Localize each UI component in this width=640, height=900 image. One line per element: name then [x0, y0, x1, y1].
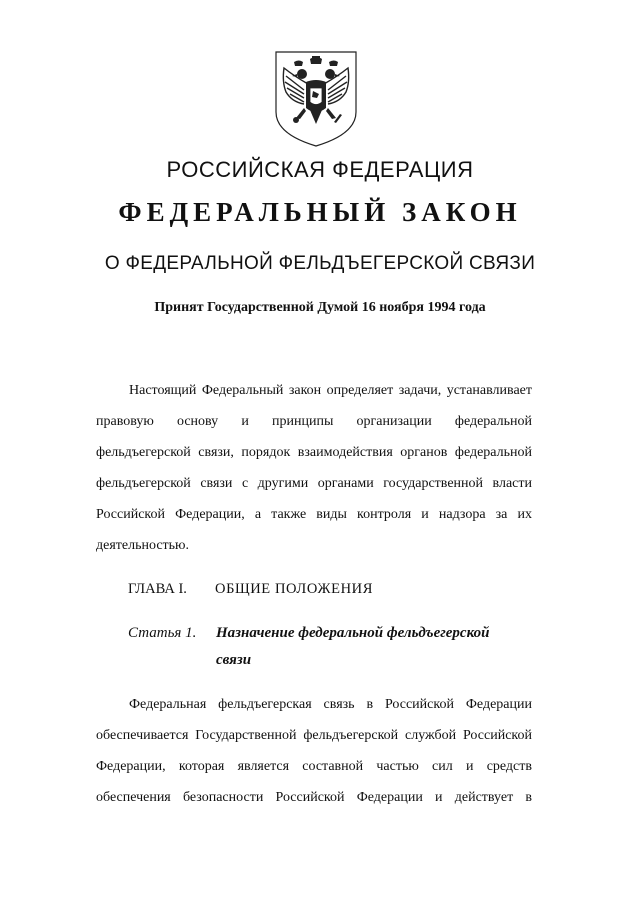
- preamble-line: фельдъегерской связи, порядок взаимодействия органов федеральной: [96, 445, 532, 460]
- preamble-paragraph: [96, 375, 532, 561]
- preamble-line: Российской Федерации, а также виды контроля и надзора за их: [96, 507, 532, 522]
- russian-coat-of-arms-icon: [274, 50, 358, 148]
- article-paragraph: [96, 689, 532, 813]
- preamble-line: Настоящий Федеральный закон определяет задачи, устанавливает: [129, 383, 532, 398]
- chapter-number: ГЛАВА I.: [128, 581, 187, 597]
- adoption-date-line: Принят Государственной Думой 16 ноября 1994 года: [154, 300, 486, 315]
- law-type-heading: ФЕДЕРАЛЬНЫЙ ЗАКОН: [118, 197, 522, 227]
- article-line: Федерации, которая является составной частью сил и средств: [96, 759, 532, 774]
- chapter-title: ОБЩИЕ ПОЛОЖЕНИЯ: [215, 581, 374, 597]
- article-line: обеспечения безопасности Российской Федерации и действует в: [96, 790, 532, 805]
- chapter-heading: [128, 578, 373, 600]
- article-label: Статья 1.: [128, 625, 197, 641]
- article-title-continuation: связи: [216, 652, 252, 668]
- country-heading: РОССИЙСКАЯ ФЕДЕРАЦИЯ: [166, 157, 474, 182]
- preamble-line: правовую основу и принципы организации федеральной: [96, 414, 532, 429]
- preamble-line: фельдъегерской связи с другими органами государственной власти: [96, 476, 532, 491]
- article-heading: [128, 625, 489, 642]
- article-line: Федеральная фельдъегерская связь в Российской Федерации: [129, 697, 532, 712]
- article-line: обеспечивается Государственной фельдъегерской службой Российской: [96, 728, 532, 743]
- law-subject-heading: О ФЕДЕРАЛЬНОЙ ФЕЛЬДЪЕГЕРСКОЙ СВЯЗИ: [104, 253, 536, 274]
- preamble-line: деятельностью.: [96, 538, 189, 553]
- article-title: Назначение федеральной фельдъегерской: [216, 625, 490, 641]
